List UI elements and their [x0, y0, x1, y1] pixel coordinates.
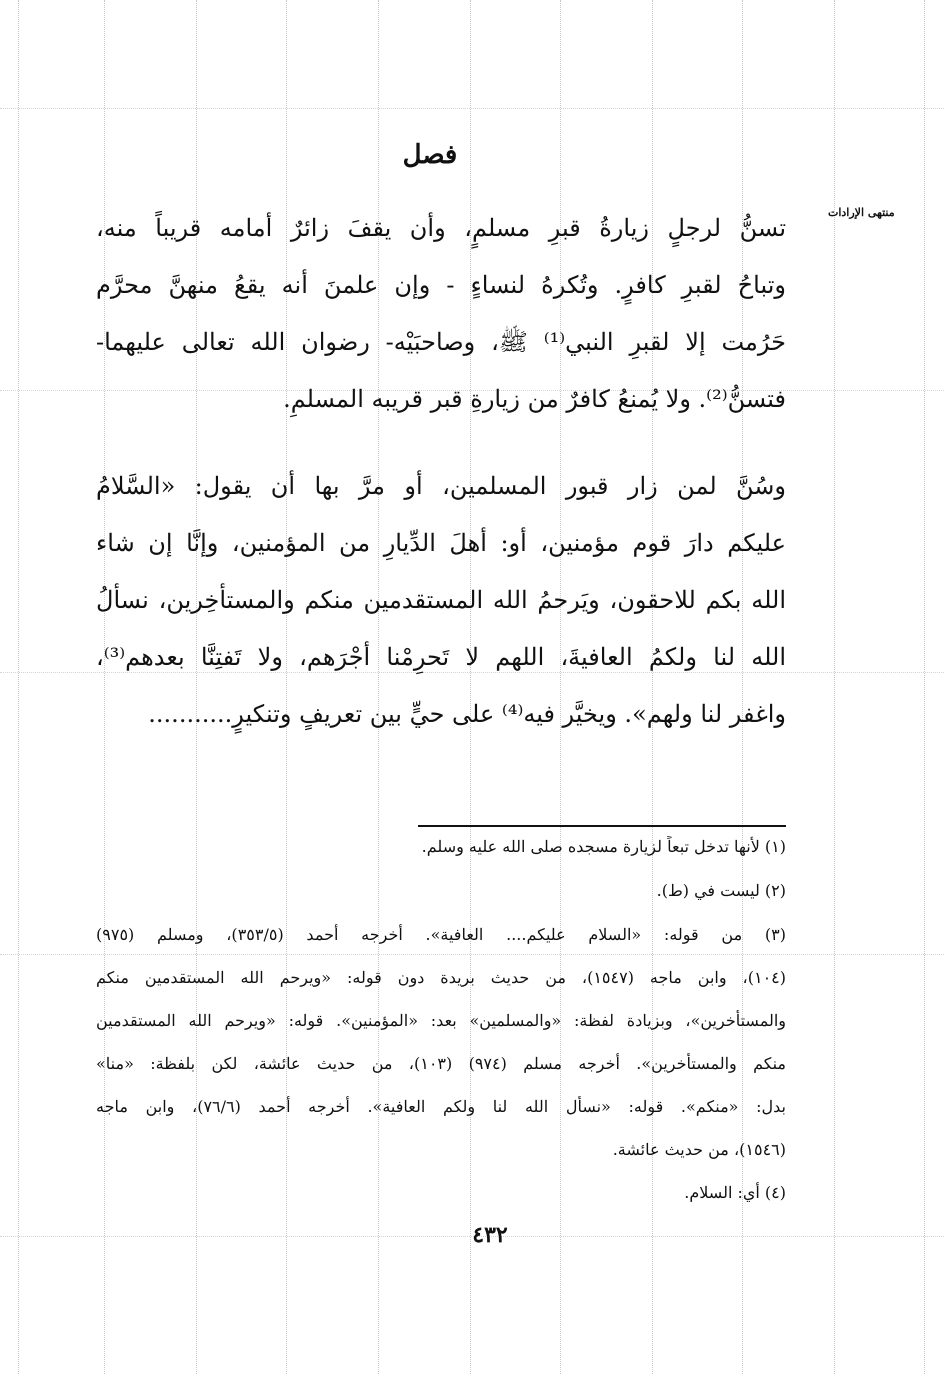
footnote-line: (١٥٤٦)، من حديث عائشة. — [612, 1140, 786, 1159]
footnote-2: (٢) ليست في (ط). — [656, 881, 786, 900]
text-line: الله بكم للاحقون، ويَرحمُ الله المستقدمين منكم والمستأخِرين، نسألُ — [96, 586, 786, 614]
footnote-3 — [96, 924, 786, 1182]
text-line: وسُنَّ لمن زار قبور المسلمين، أو مرَّ بها أن يقول: «السَّلامُ — [96, 472, 786, 500]
footnotes — [96, 836, 786, 1226]
text-line: وتباحُ لقبرِ كافرٍ. وتُكرهُ لنساءٍ - وإن علمنَ أنه يقعُ منهنَّ محرَّم — [96, 271, 786, 299]
text-line: تسنُّ لرجلٍ زيارةُ قبرِ مسلمٍ، وأن يقفَ زائرٌ أمامه قريباً منه، — [96, 214, 786, 242]
page-number: ٤٣٢ — [472, 1222, 508, 1248]
text-line: الله لنا ولكمُ العافيةَ، اللهم لا تَحرِمْنا أجْرَهم، ولا تَفتِنَّا بعدهم⁽³⁾، — [96, 643, 786, 671]
footnote-line: (١٠٤)، وابن ماجه (١٥٤٧)، من حديث بريدة دون قوله: «ويرحم الله المستقدمين منكم — [96, 968, 786, 987]
grid-line — [0, 108, 944, 109]
footnote-line: والمستأخرين»، وبزيادة لفظة: «والمسلمين» بعد: «المؤمنين». قوله: «ويرحم الله المستقدمين — [96, 1011, 786, 1030]
section-title: فصل — [402, 140, 458, 170]
side-note: منتهى الإرادات — [828, 206, 895, 219]
paragraph-1 — [96, 200, 786, 428]
paragraph-2 — [96, 458, 786, 743]
grid-line — [18, 0, 19, 1374]
footnote-line: (٣) من قوله: «السلام عليكم.... العافية». أخرجه أحمد (٣٥٣/٥)، ومسلم (٩٧٥) — [96, 925, 786, 944]
text-line: فتسنُّ⁽²⁾. ولا يُمنعُ كافرٌ من زيارةِ قبر قريبه المسلمِ. — [283, 385, 786, 413]
footnote-line: منكم والمستأخرين». أخرجه مسلم (٩٧٤) (١٠٣)، من حديث عائشة، لكن بلفظة: «منا» — [96, 1054, 786, 1073]
text-line: عليكم دارَ قوم مؤمنين، أو: أهلَ الدِّيارِ من المؤمنين، وإنَّا إن شاء — [96, 529, 786, 557]
footnote-line: بدل: «منكم». قوله: «نسأل الله لنا ولكم العافية». أخرجه أحمد (٧٦/٦)، وابن ماجه — [96, 1097, 786, 1116]
grid-line — [924, 0, 925, 1374]
footnote-separator — [418, 825, 786, 827]
footnote-1: (١) لأنها تدخل تبعاً لزيارة مسجده صلى الله عليه وسلم. — [421, 837, 786, 856]
text-line: واغفر لنا ولهم». ويخيَّر فيه⁽⁴⁾ على حيٍّ بين تعريفٍ وتنكيرٍ........... — [148, 700, 786, 728]
text-line: حَرُمت إلا لقبرِ النبي⁽¹⁾ ﷺ، وصاحبَيْه- رضوان الله تعالى عليهما- — [96, 328, 786, 356]
footnote-4: (٤) أي: السلام. — [684, 1183, 786, 1202]
